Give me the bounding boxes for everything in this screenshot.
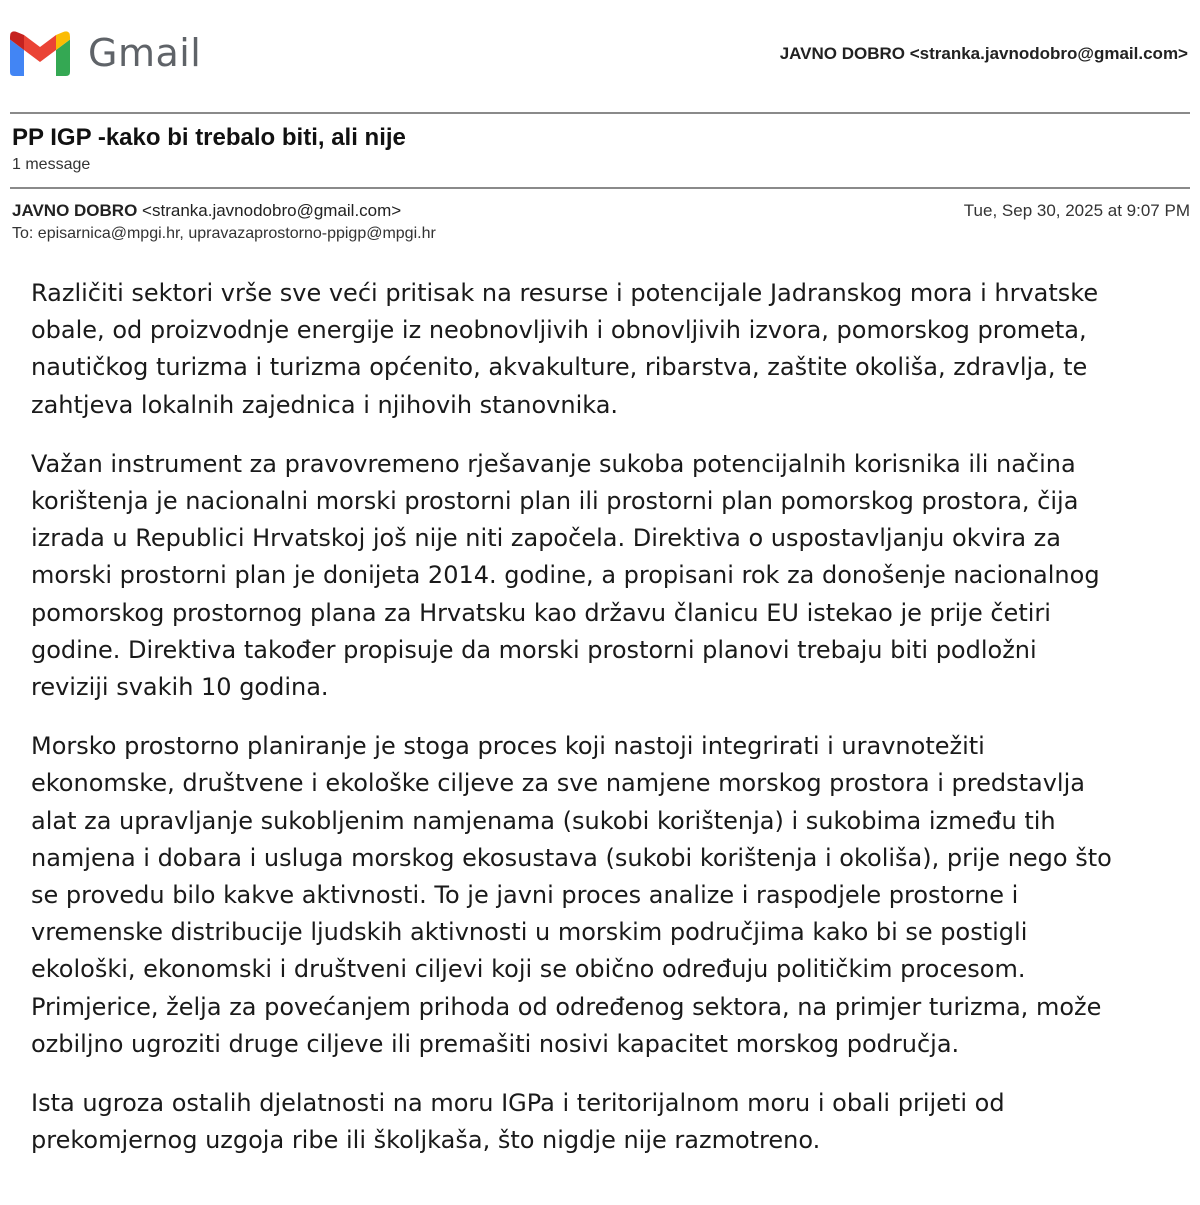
recipients-line: To: episarnica@mpgi.hr, upravazaprostorno-ppigp@mpgi.hr <box>12 225 436 242</box>
body-line: Ista ugroza ostalih djelatnosti na moru IGPa i teritorijalnom moru i obali prijeti od <box>31 1089 1005 1118</box>
header-divider <box>10 112 1190 114</box>
account-label: JAVNO DOBRO <stranka.javnodobro@gmail.com> <box>779 44 1188 63</box>
body-line: Morsko prostorno planiranje je stoga proces koji nastoji integrirati i uravnotežiti <box>31 732 985 761</box>
body-line: Važan instrument za pravovremeno rješavanje sukoba potencijalnih korisnika ili načina <box>31 449 1076 478</box>
body-line: reviziji svakih 10 godina. <box>31 673 329 702</box>
body-line: se provedu bilo kakve aktivnosti. To je javni proces analize i raspodjele prostorne i <box>31 881 1019 910</box>
message-body <box>31 275 1181 1181</box>
body-line: godine. Direktiva također propisuje da morski prostorni planovi trebaju biti podložni <box>31 635 1037 664</box>
thread-subject: PP IGP -kako bi trebalo biti, ali nije <box>12 124 406 151</box>
body-line: zahtjeva lokalnih zajednica i njihovih stanovnika. <box>31 390 619 419</box>
gmail-logo <box>10 30 201 76</box>
body-line: namjena i dobara i usluga morskog ekosustava (sukobi korištenja i okoliša), prije nego što <box>31 843 1112 872</box>
body-line: morski prostorni plan je donijeta 2014. godine, a propisani rok za donošenje nacionalnog <box>31 561 1100 590</box>
body-line: pomorskog prostornog plana za Hrvatsku kao državu članicu EU istekao je prije četiri <box>31 598 1051 627</box>
body-line: vremenske distribucije ljudskih aktivnosti u morskim područjima kako bi se postigli <box>31 918 1028 947</box>
body-paragraph <box>31 275 1181 424</box>
body-line: korištenja je nacionalni morski prostorni plan ili prostorni plan pomorskog prostora, čija <box>31 487 1079 516</box>
body-line: nautičkog turizma i turizma općenito, akvakulture, ribarstva, zaštite okoliša, zdravlja, te <box>31 353 1088 382</box>
body-line: ekološki, ekonomski i društveni ciljevi koji se obično određuju političkim procesom. <box>31 955 1026 984</box>
body-paragraph <box>31 1085 1181 1159</box>
body-line: Različiti sektori vrše sve veći pritisak na resurse i potencijale Jadranskog mora i hrvatske <box>31 279 1099 307</box>
message-count: 1 message <box>12 156 91 173</box>
sender-line <box>12 201 401 221</box>
subject-divider <box>10 187 1190 189</box>
body-line: izrada u Republici Hrvatskoj još nije niti započela. Direktiva o uspostavljanju okvira za <box>31 524 1061 553</box>
body-line: ozbiljno ugroziti druge ciljeve ili premašiti nosivi kapacitet morskog područja. <box>31 1029 960 1058</box>
sender-name: JAVNO DOBRO <box>12 201 138 220</box>
page-header <box>10 28 1190 78</box>
message-date: Tue, Sep 30, 2025 at 9:07 PM <box>963 201 1190 220</box>
body-line: ekonomske, društvene i ekološke ciljeve za sve namjene morskog prostora i predstavlja <box>31 769 1085 798</box>
body-line: obale, od proizvodnje energije iz neobnovljivih i obnovljivih izvora, pomorskog prometa, <box>31 316 1087 345</box>
body-line: prekomjernog uzgoja ribe ili školjkaša, što nigdje nije razmotreno. <box>31 1126 821 1155</box>
body-line: alat za upravljanje sukobljenim namjenama (sukobi korištenja) i sukobima između tih <box>31 806 1056 835</box>
body-line: Primjerice, želja za povećanjem prihoda od određenog sektora, na primjer turizma, može <box>31 992 1102 1021</box>
body-paragraph <box>31 446 1181 706</box>
body-paragraph <box>31 728 1181 1063</box>
gmail-logo-text: Gmail <box>88 31 202 75</box>
sender-email: <stranka.javnodobro@gmail.com> <box>142 201 402 220</box>
gmail-envelope-icon <box>10 30 70 76</box>
